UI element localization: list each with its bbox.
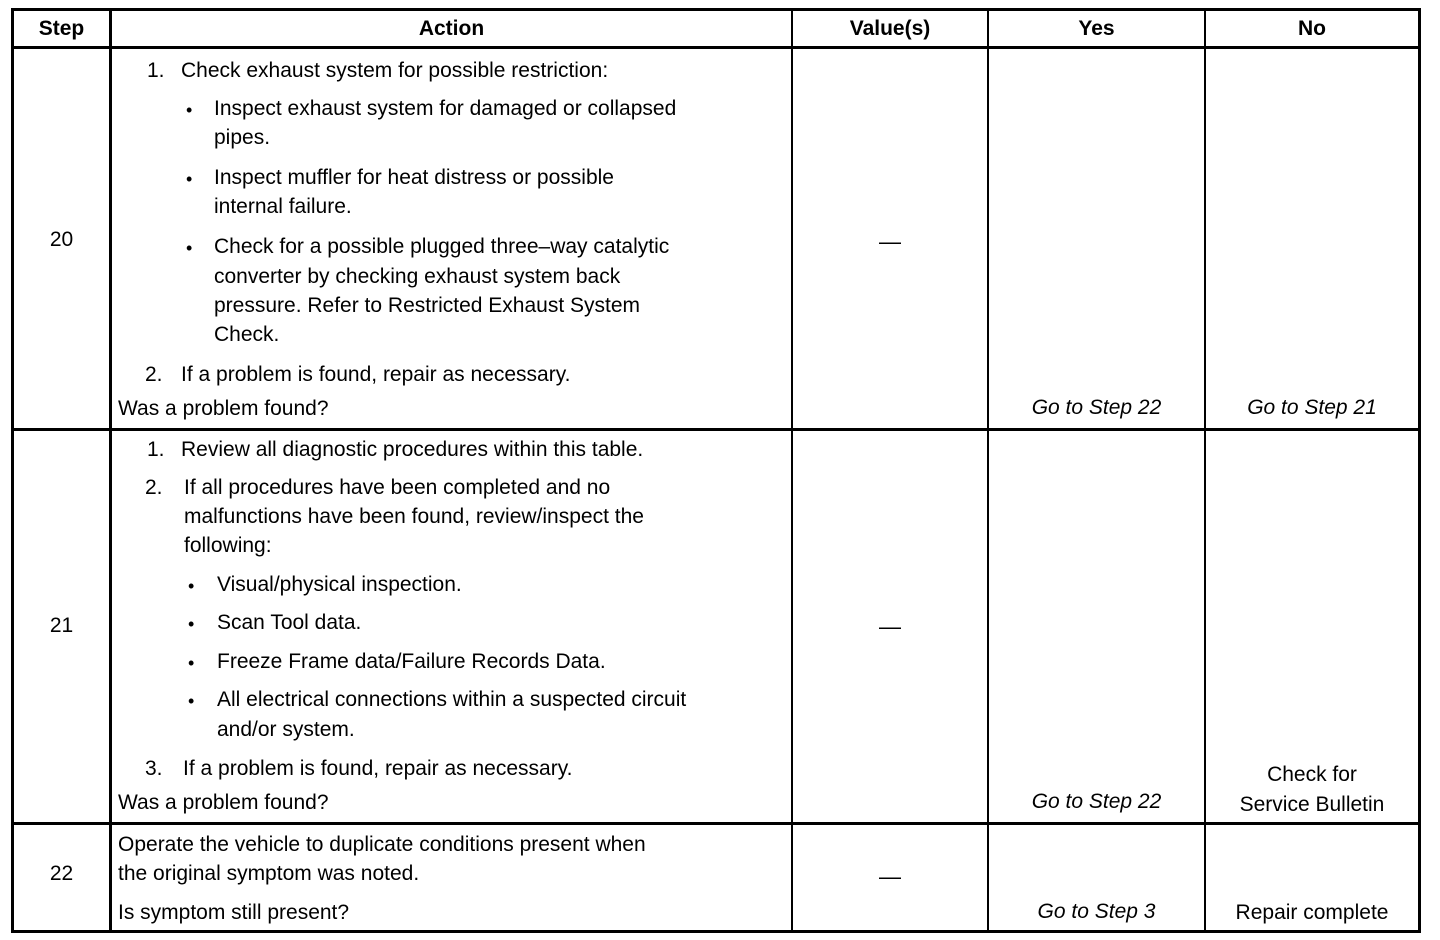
no-text-line: Check for: [1267, 763, 1357, 786]
list-item-text-line: following:: [184, 534, 272, 557]
list-item-text-line: If all procedures have been completed and no: [184, 476, 611, 499]
list-number: 2.: [145, 363, 163, 386]
list-item-text: If a problem is found, repair as necessary.: [181, 363, 571, 386]
list-item-text-line: malfunctions have been found, review/inspect the: [184, 505, 644, 528]
list-item-text: If a problem is found, repair as necessary.: [183, 757, 573, 780]
yes-goto-step-22[interactable]: Go to Step 22: [1031, 396, 1162, 419]
bullet: •: [188, 691, 195, 711]
header-action: Action: [418, 16, 485, 40]
list-number: 1.: [147, 59, 165, 82]
bullet: •: [188, 576, 195, 596]
list-number: 3.: [145, 757, 163, 780]
step-number-22: 22: [49, 862, 74, 885]
no-check-service-bulletin[interactable]: [1206, 760, 1418, 820]
bullet-text-line: All electrical connections within a suspected circuit: [217, 688, 687, 711]
bullet-text-line: pipes.: [214, 126, 271, 149]
value-dash-20: —: [879, 229, 901, 254]
bullet-text: Visual/physical inspection.: [217, 573, 462, 596]
row-divider-20-21: [11, 428, 1421, 431]
bullet-text-line: internal failure.: [214, 195, 352, 218]
bullet-text-line: converter by checking exhaust system back: [214, 265, 621, 288]
bullet-text-line: pressure. Refer to Restricted Exhaust System: [214, 294, 640, 317]
step-number-20: 20: [49, 228, 74, 251]
question-text: Was a problem found?: [118, 397, 329, 420]
list-number: 1.: [147, 438, 165, 461]
question-text: Was a problem found?: [118, 791, 329, 814]
bullet-text-line: and/or system.: [217, 718, 355, 741]
no-repair-complete[interactable]: Repair complete: [1235, 901, 1389, 924]
bullet: •: [188, 653, 195, 673]
action-text-line: the original symptom was noted.: [118, 862, 420, 885]
bullet: •: [186, 169, 193, 189]
header-yes: Yes: [1078, 16, 1115, 40]
col-divider-step: [109, 8, 112, 933]
bullet: •: [186, 100, 193, 120]
table-border-left: [11, 8, 14, 933]
bullet-text-line: Check.: [214, 323, 280, 346]
bullet-text-line: Inspect muffler for heat distress or possible: [214, 166, 614, 189]
row-divider-21-22: [11, 822, 1421, 825]
table-border-bottom: [11, 930, 1421, 933]
no-goto-step-21[interactable]: Go to Step 21: [1247, 396, 1377, 419]
bullet-text-line: Inspect exhaust system for damaged or collapsed: [214, 97, 677, 120]
header-step: Step: [38, 16, 85, 40]
table-border-right: [1418, 8, 1421, 933]
value-dash-22: —: [879, 864, 901, 889]
list-item-text: Review all diagnostic procedures within this table.: [181, 438, 644, 461]
bullet-text: Scan Tool data.: [217, 611, 362, 634]
bullet-text-line: Check for a possible plugged three–way catalytic: [214, 235, 670, 258]
yes-goto-step-22[interactable]: Go to Step 22: [1031, 790, 1162, 813]
value-dash-21: —: [879, 614, 901, 639]
bullet: •: [188, 614, 195, 634]
question-text: Is symptom still present?: [118, 901, 350, 924]
yes-goto-step-3[interactable]: Go to Step 3: [1037, 900, 1156, 923]
header-values: Value(s): [849, 16, 931, 40]
list-item-text: Check exhaust system for possible restriction:: [181, 59, 609, 82]
bullet-text: Freeze Frame data/Failure Records Data.: [217, 650, 606, 673]
action-text-line: Operate the vehicle to duplicate conditions present when: [118, 833, 646, 856]
bullet: •: [186, 238, 193, 258]
col-divider-action: [791, 8, 793, 933]
list-number: 2.: [145, 476, 163, 499]
header-no: No: [1298, 16, 1326, 40]
no-text-line: Service Bulletin: [1239, 793, 1385, 816]
step-number-21: 21: [49, 614, 74, 637]
header-divider: [11, 46, 1421, 49]
